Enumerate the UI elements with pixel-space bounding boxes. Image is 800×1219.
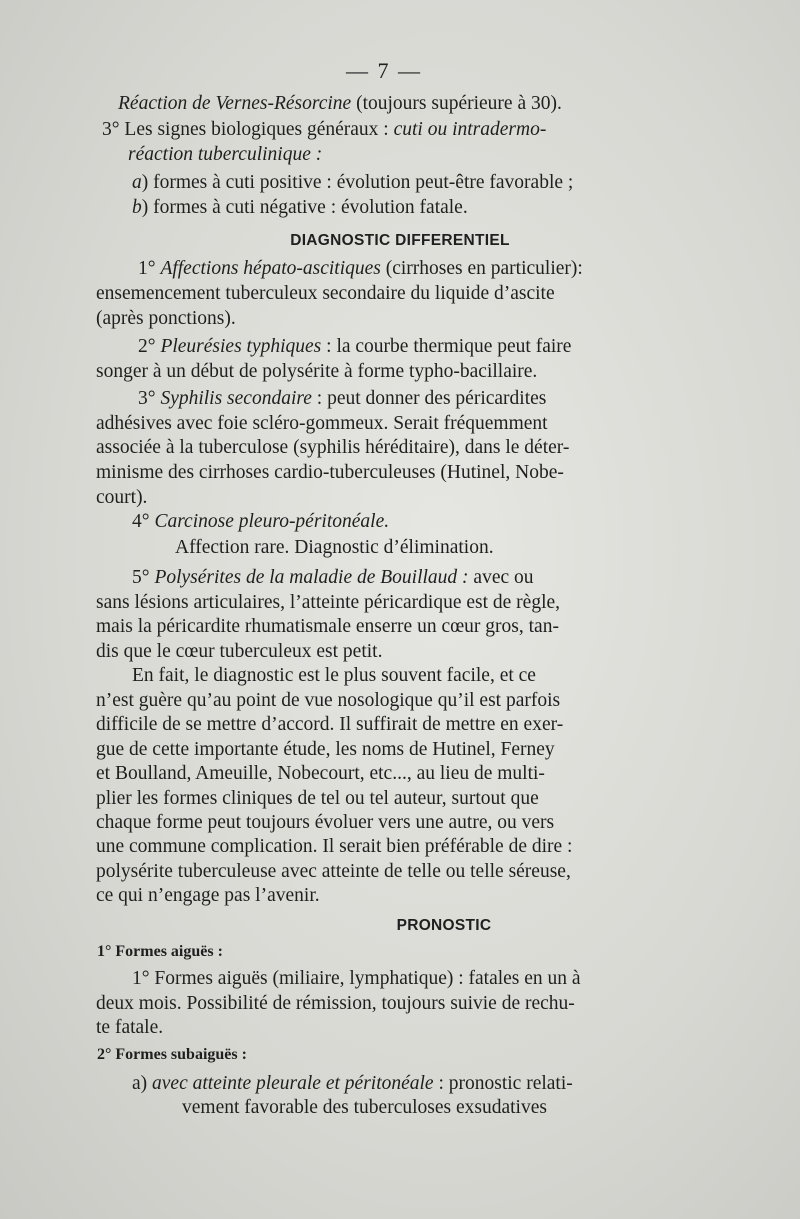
subheading-formes-aigues: 1° Formes aiguës : [97, 943, 223, 960]
text-run: n’est guère qu’au point de vue nosologique qu’il est parfois [96, 690, 561, 711]
text-run: ce qui n’engage pas l’avenir. [96, 885, 320, 906]
heading-pronostic: PRONOSTIC [396, 917, 492, 934]
italic-text: Polysérites de la maladie de Bouillaud : [154, 567, 469, 588]
text-run: court). [96, 487, 148, 508]
text-line [128, 143, 322, 167]
text-run: : la courbe thermique peut faire [321, 336, 572, 357]
text-run: une commune complication. Il serait bien préférable de dire : [96, 836, 573, 857]
text-run: sans lésions articulaires, l’atteinte péricardique est de règle, [96, 592, 561, 613]
text-line [96, 640, 382, 664]
text-run: gue de cette importante étude, les noms de Hutinel, Ferney [96, 739, 555, 760]
text-line [138, 257, 583, 281]
text-run: minisme des cirrhoses cardio-tuberculeuses (Hutinel, Nobe- [96, 462, 564, 483]
page-number: — 7 — [346, 58, 422, 83]
italic-text: cuti ou intradermo- [393, 119, 547, 140]
text-line [96, 591, 560, 615]
text-run: et Boulland, Ameuille, Nobecourt, etc..., au lieu de multi- [96, 763, 545, 784]
italic-text: Affections hépato-ascitiques [160, 258, 381, 279]
text-line [102, 118, 546, 142]
text-line [96, 713, 563, 737]
text-run: ensemencement tuberculeux secondaire du liquide d’ascite [96, 283, 555, 304]
text-line [96, 1016, 163, 1040]
text-run: ) formes à cuti positive : évolution peut-être favorable ; [141, 172, 574, 193]
text-run: polysérite tuberculeuse avec atteinte de telle ou telle séreuse, [96, 861, 571, 882]
text-run: deux mois. Possibilité de rémission, toujours suivie de rechu- [96, 993, 575, 1014]
text-run: 2° [138, 336, 161, 357]
text-run: adhésives avec foie scléro-gommeux. Serait fréquemment [96, 413, 548, 434]
text-run: songer à un début de polysérite à forme typho-bacillaire. [96, 361, 538, 382]
text-line [96, 689, 560, 713]
text-line [96, 461, 564, 485]
text-run: difficile de se mettre d’accord. Il suffirait de mettre en exer- [96, 714, 564, 735]
text-run: mais la péricardite rhumatismale enserre un cœur gros, tan- [96, 616, 559, 637]
text-run: (toujours supérieure à 30). [351, 93, 562, 114]
italic-text: réaction tuberculinique : [128, 144, 323, 165]
text-run: : pronostic relati- [433, 1073, 573, 1094]
text-run: 3° [138, 388, 161, 409]
text-run: 5° [132, 567, 155, 588]
text-line [96, 412, 548, 436]
italic-text: Pleurésies typhiques [160, 336, 322, 357]
text-line [175, 536, 494, 560]
text-run: ) formes à cuti négative : évolution fatale. [141, 197, 468, 218]
text-line [96, 811, 554, 835]
text-line [96, 486, 147, 510]
text-run: vement favorable des tuberculoses exsudatives [182, 1097, 547, 1118]
text-line [96, 282, 555, 306]
text-run: 1° [138, 258, 161, 279]
text-line [96, 436, 569, 460]
italic-text: b [132, 197, 142, 218]
text-run: 3° Les signes biologiques généraux : [102, 119, 394, 140]
text-run: 4° [132, 511, 155, 532]
italic-text: Syphilis secondaire [160, 388, 312, 409]
text-line [138, 387, 546, 411]
text-line [96, 762, 545, 786]
text-line [132, 967, 581, 991]
text-run: a) [132, 1073, 153, 1094]
text-line [132, 1072, 573, 1096]
text-run: plier les formes cliniques de tel ou tel auteur, surtout que [96, 788, 539, 809]
text-line [132, 510, 389, 534]
text-run: te fatale. [96, 1017, 164, 1038]
text-line [96, 615, 559, 639]
text-line [182, 1096, 547, 1120]
text-run: dis que le cœur tuberculeux est petit. [96, 641, 383, 662]
italic-text: avec atteinte pleurale et péritonéale [152, 1073, 434, 1094]
text-line [132, 664, 536, 688]
text-line [118, 92, 562, 116]
text-line [132, 171, 573, 195]
text-run: chaque forme peut toujours évoluer vers une autre, ou vers [96, 812, 555, 833]
text-line [96, 992, 575, 1016]
text-line [132, 196, 468, 220]
text-run: (cirrhoses en particulier): [380, 258, 583, 279]
text-run: : peut donner des péricardites [311, 388, 547, 409]
text-run: (après ponctions). [96, 308, 236, 329]
text-line [132, 566, 534, 590]
text-line [96, 738, 555, 762]
text-run: avec ou [468, 567, 534, 588]
text-line [96, 884, 320, 908]
text-run: associée à la tuberculose (syphilis héréditaire), dans le déter- [96, 437, 570, 458]
text-line [138, 335, 571, 359]
text-line [96, 835, 572, 859]
text-line [96, 787, 539, 811]
italic-text: a [132, 172, 142, 193]
italic-text: Réaction de Vernes-Résorcine [118, 93, 352, 114]
text-line [96, 360, 537, 384]
text-line [96, 307, 236, 331]
text-run: En fait, le diagnostic est le plus souvent facile, et ce [132, 665, 536, 686]
text-line [96, 860, 571, 884]
text-run: Affection rare. Diagnostic d’élimination. [175, 537, 494, 558]
italic-text: Carcinose pleuro-péritonéale. [154, 511, 390, 532]
subheading-formes-subaigues: 2° Formes subaiguës : [97, 1046, 247, 1063]
text-run: 1° Formes aiguës (miliaire, lymphatique) : fatales en un à [132, 968, 581, 989]
heading-diagnostic: DIAGNOSTIC DIFFERENTIEL [290, 232, 510, 249]
